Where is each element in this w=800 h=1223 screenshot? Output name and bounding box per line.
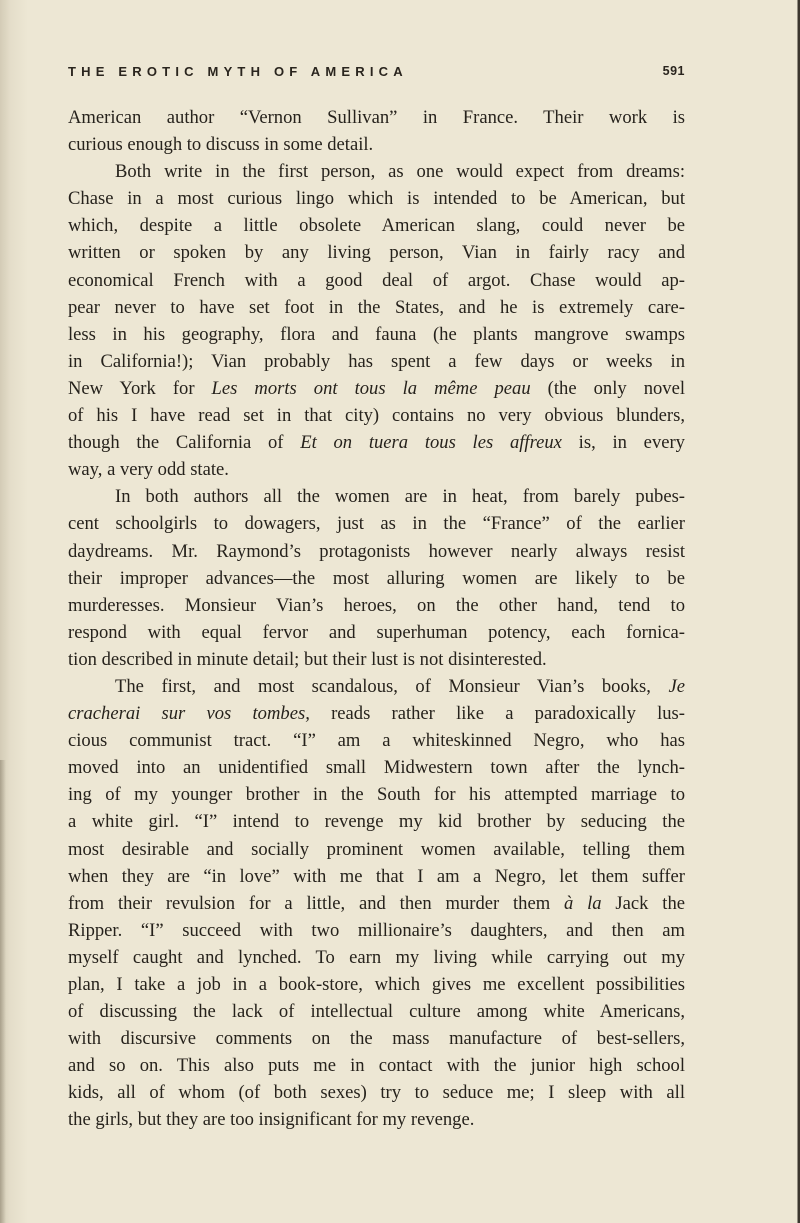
text-line	[68, 131, 685, 158]
text-segment: plan, I take a job in a book-store, which gives me excellent possibilities	[68, 974, 685, 995]
text-line	[68, 1025, 685, 1052]
text-segment: moved into an unidentified small Midwestern town after the lynch-	[68, 757, 685, 779]
running-head	[68, 64, 685, 86]
text-line	[68, 808, 685, 835]
text-line	[68, 754, 685, 781]
text-line	[68, 836, 685, 863]
text-segment: a white girl. “I” intend to revenge my kid brother by seducing the	[68, 811, 685, 833]
text-line	[68, 538, 685, 565]
text-line	[68, 456, 685, 483]
text-segment: in California!); Vian probably has spent a few days or weeks in	[68, 350, 685, 372]
text-segment: daydreams. Mr. Raymond’s protagonists however nearly always resist	[68, 540, 685, 562]
text-segment: The first, and most scandalous, of Monsieur Vian’s books,	[115, 675, 669, 697]
text-line	[68, 944, 685, 971]
italic-title: Et on tuera tous les affreux	[300, 432, 562, 454]
text-line	[68, 1052, 685, 1079]
text-line	[68, 971, 685, 998]
text-line	[68, 565, 685, 592]
text-segment: less in his geography, flora and fauna (he plants mangrove swamps	[68, 323, 685, 345]
text-segment: cent schoolgirls to dowagers, just as in the “France” of the earlier	[68, 513, 685, 535]
text-segment: tion described in minute detail; but their lust is not disinterested.	[68, 648, 547, 670]
text-line	[68, 158, 685, 185]
text-segment: New York for	[68, 377, 212, 399]
text-line	[68, 510, 685, 537]
italic-title: à la	[564, 892, 602, 914]
text-line	[68, 727, 685, 754]
text-line	[68, 917, 685, 944]
text-segment: Chase in a most curious lingo which is intended to be American, but	[68, 188, 685, 210]
text-line	[68, 1079, 685, 1106]
text-segment: Both write in the first person, as one would expect from dreams:	[115, 161, 685, 183]
body-text	[68, 104, 685, 1134]
text-segment: curious enough to discuss in some detail.	[68, 134, 374, 156]
italic-title: Je	[668, 675, 685, 697]
text-segment: respond with equal fervor and superhuman potency, each fornica-	[68, 621, 685, 643]
text-segment: written or spoken by any living person, Vian in fairly racy and	[68, 242, 685, 264]
page-number: 591	[662, 64, 685, 78]
text-segment: reads rather like a paradoxically lus-	[309, 703, 685, 725]
text-segment: way, a very odd state.	[68, 459, 229, 481]
text-line	[68, 998, 685, 1025]
text-line	[68, 592, 685, 619]
text-segment: from their revulsion for a little, and then murder them	[68, 892, 565, 914]
page-edge-shadow	[0, 760, 6, 1223]
text-segment: which, despite a little obsolete American slang, could never be	[68, 215, 685, 237]
running-title: THE EROTIC MYTH OF AMERICA	[68, 64, 408, 79]
text-line	[68, 402, 685, 429]
text-line	[68, 700, 685, 727]
text-segment: with discursive comments on the mass manufacture of best-sellers,	[68, 1028, 685, 1050]
text-line	[68, 375, 685, 402]
text-segment: American author “Vernon Sullivan” in France. Their work is	[68, 107, 685, 128]
text-segment: kids, all of whom (of both sexes) try to seduce me; I sleep with all	[68, 1082, 685, 1104]
text-segment: Jack the	[601, 892, 685, 914]
text-line	[68, 348, 685, 375]
text-line	[68, 890, 685, 917]
text-line	[68, 646, 685, 673]
text-line	[68, 1106, 685, 1133]
text-line	[68, 294, 685, 321]
text-segment: most desirable and socially prominent women available, telling them	[68, 838, 685, 860]
text-segment: of his I have read set in that city) contains no very obvious blunders,	[68, 405, 685, 427]
text-line	[68, 104, 685, 131]
text-line	[68, 185, 685, 212]
text-segment: of discussing the lack of intellectual culture among white Americans,	[68, 1001, 685, 1023]
text-segment: murderesses. Monsieur Vian’s heroes, on the other hand, tend to	[68, 594, 685, 616]
text-line	[68, 239, 685, 266]
text-segment: though the California of	[68, 432, 301, 454]
text-line	[68, 863, 685, 890]
text-line	[68, 212, 685, 239]
italic-title: cracherai sur vos tombes,	[68, 703, 310, 725]
text-segment: Ripper. “I” succeed with two millionaire’s daughters, and then am	[68, 919, 685, 941]
text-line	[68, 673, 685, 700]
text-segment: economical French with a good deal of argot. Chase would ap-	[68, 269, 685, 291]
text-segment: their improper advances—the most alluring women are likely to be	[68, 567, 685, 589]
text-line	[68, 321, 685, 348]
text-segment: pear never to have set foot in the States, and he is extremely care-	[68, 296, 685, 318]
italic-title: Les morts ont tous la même peau	[211, 377, 531, 399]
text-segment: the girls, but they are too insignificant for my revenge.	[68, 1109, 475, 1131]
text-segment: cious communist tract. “I” am a whiteskinned Negro, who has	[68, 730, 685, 752]
text-segment: myself caught and lynched. To earn my living while carrying out my	[68, 946, 685, 968]
text-line	[68, 429, 685, 456]
text-segment: In both authors all the women are in heat, from barely pubes-	[115, 486, 685, 508]
text-line	[68, 619, 685, 646]
text-segment: ing of my younger brother in the South for his attempted marriage to	[68, 784, 685, 806]
text-line	[68, 483, 685, 510]
text-line	[68, 781, 685, 808]
text-line	[68, 267, 685, 294]
text-segment: and so on. This also puts me in contact with the junior high school	[68, 1055, 685, 1077]
text-segment: when they are “in love” with me that I am a Negro, let them suffer	[68, 865, 685, 887]
text-segment: (the only novel	[530, 377, 685, 399]
text-segment: is, in every	[561, 432, 685, 454]
